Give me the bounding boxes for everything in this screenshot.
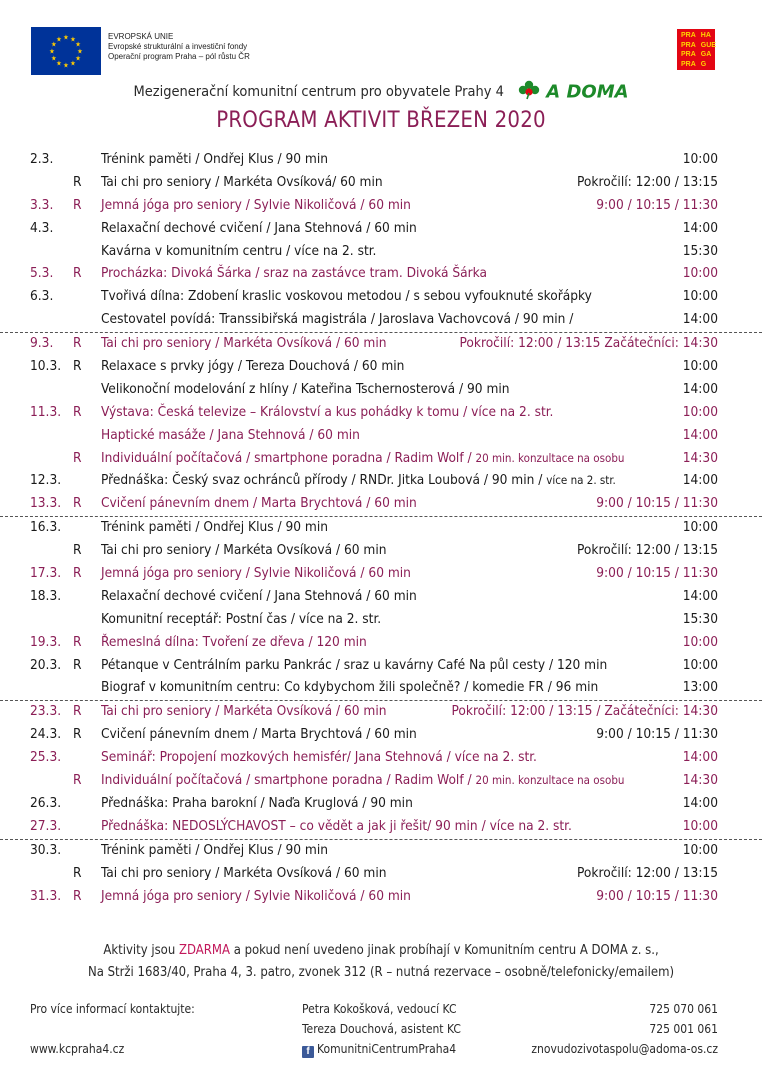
row-activity xyxy=(101,358,404,374)
contact-person-1: Petra Kokošková, vedoucí KC xyxy=(302,1002,457,1016)
row-activity xyxy=(101,265,487,281)
footer-text: Aktivity jsou xyxy=(103,943,179,958)
activity-note: více na 2. str. xyxy=(546,473,616,488)
eu-flag-logo xyxy=(31,27,101,75)
schedule-row xyxy=(0,195,762,218)
praha-logo-text: PRA xyxy=(681,32,696,39)
row-time: 15:30 xyxy=(682,242,718,259)
row-time: 9:00 / 10:15 / 11:30 xyxy=(596,495,718,512)
row-activity xyxy=(101,588,417,604)
activity-text: Komunitní receptář: Postní čas / více na 2. str. xyxy=(101,610,382,627)
row-activity xyxy=(101,311,573,327)
reservation-flag: R xyxy=(73,358,82,375)
schedule-row xyxy=(0,886,762,909)
row-activity xyxy=(101,381,510,397)
eu-star-icon: ★ xyxy=(77,47,83,56)
row-time: 9:00 / 10:15 / 11:30 xyxy=(596,726,718,743)
praha-logo-text: PRA xyxy=(681,41,696,49)
eu-star-icon: ★ xyxy=(49,47,55,56)
row-time: 9:00 / 10:15 / 11:30 xyxy=(596,196,718,213)
schedule-row xyxy=(0,493,762,516)
row-activity xyxy=(101,795,413,811)
schedule-row xyxy=(0,516,762,540)
row-activity xyxy=(101,335,386,351)
row-activity xyxy=(101,611,381,627)
contact-person-2: Tereza Douchová, asistent KC xyxy=(302,1022,461,1036)
activity-text: Přednáška: Praha barokní / Naďa Kruglová / 90 min xyxy=(101,794,413,811)
eu-star-icon: ★ xyxy=(63,61,69,70)
activity-text: Tvořivá dílna: Zdobení kraslic voskovou metodou / s sebou vyfouknuté skořápky xyxy=(101,288,592,305)
schedule-row xyxy=(0,793,762,816)
activity-text: Přednáška: Český svaz ochránců přírody / RNDr. Jitka Loubová / 90 min / xyxy=(101,472,547,489)
row-date: 10.3. xyxy=(30,358,62,375)
schedule-row xyxy=(0,448,762,471)
row-time: 14:30 xyxy=(682,772,718,789)
row-date: 6.3. xyxy=(30,288,54,305)
eu-star-icon: ★ xyxy=(63,33,69,42)
activity-text: Jemná jóga pro seniory / Sylvie Nikoličová / 60 min xyxy=(101,887,411,904)
email-link[interactable]: znovudozivotaspolu@adoma-os.cz xyxy=(531,1042,718,1056)
row-date: 31.3. xyxy=(30,887,62,904)
row-date: 5.3. xyxy=(30,265,54,282)
activity-text: Cestovatel povídá: Transsibiřská magistrála / Jaroslava Vachovcová / 90 min / xyxy=(101,311,574,328)
eu-star-icon: ★ xyxy=(56,35,62,44)
activity-text: Jemná jóga pro seniory / Sylvie Nikoličová / 60 min xyxy=(101,565,411,582)
row-date: 26.3. xyxy=(30,794,62,811)
activity-text: Relaxační dechové cvičení / Jana Stehnová / 60 min xyxy=(101,219,417,236)
activity-text: Tai chi pro seniory / Markéta Ovsíková / 60 min xyxy=(101,542,387,559)
activity-text: Seminář: Propojení mozkových hemisfér/ Jana Stehnová / více na 2. str. xyxy=(101,749,537,766)
row-time: 10:00 xyxy=(682,817,718,834)
row-time: Pokročilí: 12:00 / 13:15 Začátečníci: 14:30 xyxy=(459,335,718,352)
reservation-flag: R xyxy=(73,656,82,673)
schedule-table xyxy=(0,149,762,908)
praha-logo-text: PRA xyxy=(681,60,696,68)
activity-text: Tai chi pro seniory / Markéta Ovsíková/ 60 min xyxy=(101,173,383,190)
row-time: 10:00 xyxy=(682,633,718,650)
row-time: 14:00 xyxy=(682,749,718,766)
activity-text: Tai chi pro seniory / Markéta Ovsíková / 60 min xyxy=(101,864,387,881)
organization-name: Mezigenerační komunitní centrum pro obyvatele Prahy 4 xyxy=(133,84,504,100)
schedule-row xyxy=(0,172,762,195)
activity-note: 20 min. konzultace na osobu xyxy=(475,773,625,788)
row-time: Pokročilí: 12:00 / 13:15 xyxy=(577,542,718,559)
schedule-row xyxy=(0,816,762,839)
row-date: 18.3. xyxy=(30,587,62,604)
row-activity xyxy=(101,888,411,904)
reservation-flag: R xyxy=(73,265,82,282)
activity-text: Jemná jóga pro seniory / Sylvie Nikoličová / 60 min xyxy=(101,196,411,213)
activity-text: Tai chi pro seniory / Markéta Ovsíková / 60 min xyxy=(101,335,387,352)
row-date: 2.3. xyxy=(30,151,54,167)
praha-logo-text: GUE xyxy=(700,41,716,49)
schedule-row xyxy=(0,379,762,402)
schedule-row xyxy=(0,700,762,724)
reservation-flag: R xyxy=(73,196,82,213)
footer-line-1 xyxy=(0,940,762,962)
reservation-flag: R xyxy=(73,864,82,881)
row-activity xyxy=(101,151,328,167)
row-time: Pokročilí: 12:00 / 13:15 / Začátečníci: 14:30 xyxy=(451,703,718,720)
eu-star-icon: ★ xyxy=(75,54,81,63)
row-activity xyxy=(101,703,386,719)
schedule-row xyxy=(0,609,762,632)
row-time: 10:00 xyxy=(682,519,718,536)
activity-text: Velikonoční modelování z hlíny / Kateřina Tschernosterová / 90 min xyxy=(101,380,510,397)
schedule-row xyxy=(0,747,762,770)
row-activity xyxy=(101,450,625,466)
row-time: 14:00 xyxy=(682,472,718,489)
activity-text: Biograf v komunitním centru: Co kdybychom žili společně? / komedie FR / 96 min xyxy=(101,679,599,696)
eu-line: Evropské strukturální a investiční fondy xyxy=(108,42,248,51)
activity-text: Výstava: Česká televize – Království a kus pohádky k tomu / více na 2. str. xyxy=(101,403,554,420)
row-activity xyxy=(101,427,360,443)
activity-text: Přednáška: NEDOSLÝCHAVOST – co vědět a jak ji řešit/ 90 min / více na 2. str. xyxy=(101,817,572,834)
praha-logo-text: GA xyxy=(700,51,712,58)
schedule-row xyxy=(0,586,762,609)
activity-text: Individuální počítačová / smartphone poradna / Radim Wolf / xyxy=(101,449,476,466)
row-time: 10:00 xyxy=(682,358,718,375)
activity-text: Trénink paměti / Ondřej Klus / 90 min xyxy=(101,519,328,536)
schedule-row xyxy=(0,632,762,655)
row-date: 13.3. xyxy=(30,495,62,512)
schedule-row xyxy=(0,655,762,678)
facebook-icon: f xyxy=(302,1046,314,1058)
eu-star-icon: ★ xyxy=(70,59,76,68)
row-date: 20.3. xyxy=(30,656,62,673)
schedule-row xyxy=(0,863,762,886)
eu-star-icon: ★ xyxy=(51,40,57,49)
row-activity xyxy=(101,288,592,304)
contact-label: Pro více informací kontaktujte: xyxy=(30,1002,195,1016)
row-activity xyxy=(101,495,417,511)
row-activity xyxy=(101,842,328,858)
footer-line-2: Na Strži 1683/40, Praha 4, 3. patro, zvonek 312 (R – nutná rezervace – osobně/telefonicky/emailem) xyxy=(87,965,675,980)
schedule-row xyxy=(0,770,762,793)
activity-text: Cvičení pánevním dnem / Marta Brychtová / 60 min xyxy=(101,495,417,512)
row-time: 14:30 xyxy=(682,449,718,466)
row-activity xyxy=(101,565,411,581)
eu-star-icon: ★ xyxy=(51,54,57,63)
row-time: 14:00 xyxy=(682,380,718,397)
activity-text: Řemeslná dílna: Tvoření ze dřeva / 120 min xyxy=(101,633,367,650)
row-date: 25.3. xyxy=(30,749,62,766)
facebook-link[interactable] xyxy=(302,1042,456,1058)
schedule-row xyxy=(0,263,762,286)
row-time: 14:00 xyxy=(682,219,718,236)
free-highlight: ZDARMA xyxy=(178,943,230,958)
schedule-row xyxy=(0,425,762,448)
row-time: 14:00 xyxy=(682,794,718,811)
schedule-row xyxy=(0,149,762,172)
row-activity xyxy=(101,404,553,420)
reservation-flag: R xyxy=(73,542,82,559)
activity-text: Cvičení pánevním dnem / Marta Brychtová / 60 min xyxy=(101,726,417,743)
reservation-flag: R xyxy=(73,495,82,512)
row-time: 14:00 xyxy=(682,587,718,604)
row-time: 10:00 xyxy=(682,841,718,858)
row-time: 10:00 xyxy=(682,151,718,167)
row-activity xyxy=(101,542,386,558)
eu-line: Operační program Praha – pól růstu ČR xyxy=(108,52,250,61)
row-time: 9:00 / 10:15 / 11:30 xyxy=(596,565,718,582)
row-time: 10:00 xyxy=(682,403,718,420)
row-time: 9:00 / 10:15 / 11:30 xyxy=(596,887,718,904)
row-activity xyxy=(101,472,616,488)
activity-text: Pétanque v Centrálním parku Pankrác / sraz u kavárny Café Na půl cesty / 120 min xyxy=(101,656,608,673)
reservation-flag: R xyxy=(73,726,82,743)
eu-line: EVROPSKÁ UNIE xyxy=(108,32,174,41)
row-date: 3.3. xyxy=(30,196,54,213)
row-activity xyxy=(101,657,607,673)
phone-1: 725 070 061 xyxy=(649,1002,718,1016)
page-title: PROGRAM AKTIVIT BŘEZEN 2020 xyxy=(216,108,546,133)
praha-logo xyxy=(677,29,715,70)
activity-text: Tai chi pro seniory / Markéta Ovsíková / 60 min xyxy=(101,703,387,720)
schedule-row xyxy=(0,309,762,332)
row-date: 24.3. xyxy=(30,726,62,743)
row-activity xyxy=(101,679,598,695)
activity-text: Relaxační dechové cvičení / Jana Stehnová / 60 min xyxy=(101,587,417,604)
row-time: 14:00 xyxy=(682,426,718,443)
praha-logo-text: G xyxy=(700,60,707,68)
schedule-row xyxy=(0,470,762,493)
reservation-flag: R xyxy=(73,887,82,904)
row-activity xyxy=(101,749,537,765)
schedule-row xyxy=(0,332,762,356)
footer-text: a pokud není uvedeno jinak probíhají v Komunitním centru A DOMA z. s., xyxy=(229,943,659,958)
organization-line xyxy=(0,80,762,104)
row-activity xyxy=(101,220,417,236)
schedule-row xyxy=(0,677,762,700)
eu-star-icon: ★ xyxy=(70,35,76,44)
row-date: 17.3. xyxy=(30,565,62,582)
reservation-flag: R xyxy=(73,772,82,789)
reservation-flag: R xyxy=(73,633,82,650)
eu-stars-icon xyxy=(31,27,101,75)
eu-funding-text xyxy=(108,32,250,62)
reservation-flag: R xyxy=(73,403,82,420)
row-activity xyxy=(101,243,376,259)
row-activity xyxy=(101,865,386,881)
footer-note xyxy=(0,940,762,984)
row-time: 10:00 xyxy=(682,288,718,305)
schedule-row xyxy=(0,356,762,379)
website-link[interactable]: www.kcpraha4.cz xyxy=(30,1042,125,1056)
row-date: 16.3. xyxy=(30,519,62,536)
activity-text: Individuální počítačová / smartphone poradna / Radim Wolf / xyxy=(101,772,476,789)
activity-note: 20 min. konzultace na osobu xyxy=(475,450,625,465)
brand-name: A DOMA xyxy=(546,81,629,103)
row-time: 10:00 xyxy=(682,656,718,673)
reservation-flag: R xyxy=(73,449,82,466)
schedule-row xyxy=(0,286,762,309)
row-activity xyxy=(101,726,417,742)
reservation-flag: R xyxy=(73,335,82,352)
activity-text: Procházka: Divoká Šárka / sraz na zastávce tram. Divoká Šárka xyxy=(101,265,487,282)
clover-icon xyxy=(518,80,540,104)
row-activity xyxy=(101,772,625,788)
activity-text: Haptické masáže / Jana Stehnová / 60 min xyxy=(101,426,360,443)
schedule-row xyxy=(0,218,762,241)
reservation-flag: R xyxy=(73,565,82,582)
row-time: Pokročilí: 12:00 / 13:15 xyxy=(577,173,718,190)
row-activity xyxy=(101,634,367,650)
row-time: 15:30 xyxy=(682,610,718,627)
row-time: 13:00 xyxy=(682,679,718,696)
praha-logo-text: PRA xyxy=(681,51,696,58)
reservation-flag: R xyxy=(73,703,82,720)
schedule-row xyxy=(0,241,762,264)
facebook-page-name: KomunitniCentrumPraha4 xyxy=(317,1042,457,1056)
row-date: 4.3. xyxy=(30,219,54,236)
activity-text: Trénink paměti / Ondřej Klus / 90 min xyxy=(101,151,328,167)
row-activity xyxy=(101,818,572,834)
row-date: 23.3. xyxy=(30,703,62,720)
row-date: 19.3. xyxy=(30,633,62,650)
praha-logo-text: HA xyxy=(700,32,711,39)
row-time: 14:00 xyxy=(682,311,718,328)
activity-text: Relaxace s prvky jógy / Tereza Douchová / 60 min xyxy=(101,358,405,375)
row-time: Pokročilí: 12:00 / 13:15 xyxy=(577,864,718,881)
activity-text: Trénink paměti / Ondřej Klus / 90 min xyxy=(101,841,328,858)
row-date: 30.3. xyxy=(30,841,62,858)
schedule-row xyxy=(0,563,762,586)
activity-text: Kavárna v komunitním centru / více na 2. str. xyxy=(101,242,377,259)
eu-star-icon: ★ xyxy=(75,40,81,49)
phone-2: 725 001 061 xyxy=(649,1022,718,1036)
row-date: 12.3. xyxy=(30,472,62,489)
row-activity xyxy=(101,519,328,535)
schedule-row xyxy=(0,839,762,863)
eu-star-icon: ★ xyxy=(56,59,62,68)
row-date: 27.3. xyxy=(30,817,62,834)
schedule-row xyxy=(0,724,762,747)
reservation-flag: R xyxy=(73,173,82,190)
row-date: 9.3. xyxy=(30,335,54,352)
schedule-row xyxy=(0,402,762,425)
row-activity xyxy=(101,197,411,213)
row-date: 11.3. xyxy=(30,403,62,420)
row-time: 10:00 xyxy=(682,265,718,282)
schedule-row xyxy=(0,540,762,563)
row-activity xyxy=(101,174,383,190)
